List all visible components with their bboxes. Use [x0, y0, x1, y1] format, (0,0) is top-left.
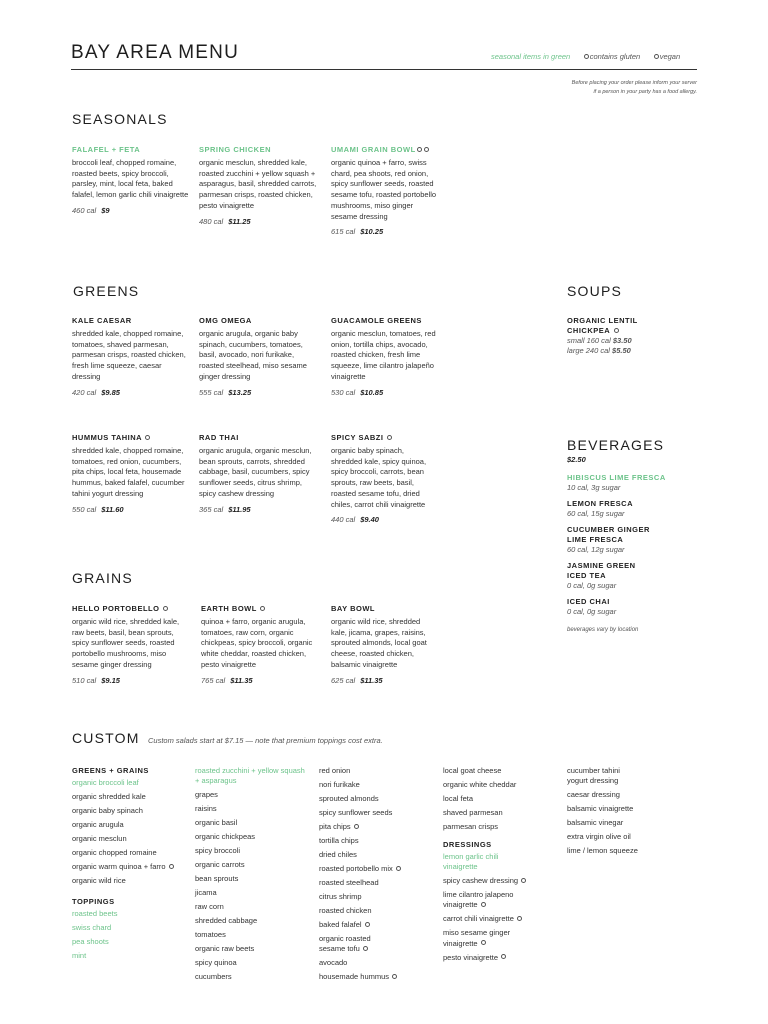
custom-greens-head: GREENS + GRAINS [72, 766, 149, 775]
item-price [199, 217, 317, 226]
item-cost: $11.35 [360, 675, 383, 685]
item-name-text: EARTH BOWL [201, 604, 257, 613]
menu-item [72, 145, 190, 215]
custom-ingredient-text: pesto vinaigrette [443, 952, 499, 962]
custom-ingredient: cucumber tahini yogurt dressing [567, 766, 620, 786]
vegan-icon [481, 902, 486, 907]
menu-item [331, 145, 437, 236]
custom-ingredient: organic wild rice [72, 876, 126, 885]
item-description: organic quinoa + farro, swiss chard, pea shoots, red onion, spicy sunflower seeds, roasted sesame tofu, roasted portobello mushrooms, miso ginger sesame dressing [331, 158, 437, 221]
menu-item [72, 433, 190, 514]
beverage-list [567, 473, 697, 635]
custom-ingredient: roasted zucchini + yellow squash + asparagus [195, 766, 305, 786]
custom-ingredient [443, 928, 543, 948]
legend-vegan: vegan [659, 52, 681, 61]
legend-seasonal: seasonal items in green [491, 52, 571, 61]
custom-ingredient: lime / lemon squeeze [567, 846, 638, 856]
menu-item [199, 316, 317, 397]
custom-ingredient: jicama [195, 888, 217, 898]
vegan-icon [517, 916, 522, 921]
custom-ingredient: red onion [319, 766, 351, 775]
item-cost: $11.25 [228, 216, 251, 226]
menu-title: BAY AREA MENU [71, 42, 240, 63]
item-name: BAY BOWL [331, 604, 376, 613]
beverage-name: HIBISCUS LIME FRESCA [567, 473, 666, 482]
custom-ingredient: roasted beets [72, 909, 118, 918]
custom-ingredient-text: housemade hummus [319, 972, 390, 982]
gluten-icon [365, 922, 370, 927]
header-rule [71, 69, 697, 70]
custom-column-2 [195, 766, 305, 986]
custom-ingredient: raw corn [195, 902, 224, 912]
item-name: GUACAMOLE GREENS [331, 316, 422, 325]
custom-ingredient: organic chickpeas [195, 832, 256, 842]
item-calories: 510 cal [72, 675, 97, 685]
section-seasonals-title: SEASONALS [72, 111, 168, 127]
item-name: KALE CAESAR [72, 316, 132, 325]
custom-ingredient-text: spicy cashew dressing [443, 876, 519, 886]
item-name [72, 433, 190, 443]
vegan-icon [363, 946, 368, 951]
menu-item [331, 604, 437, 685]
item-price [72, 388, 190, 397]
custom-toppings-head: TOPPINGS [72, 897, 115, 906]
soup-small-price: $3.50 [612, 336, 632, 345]
item-calories: 625 cal [331, 675, 356, 685]
item-name-text: HUMMUS TAHINA [72, 433, 142, 442]
item-price [72, 676, 190, 685]
custom-ingredient [319, 934, 394, 954]
custom-ingredient: tortilla chips [319, 836, 359, 845]
item-description: quinoa + farro, organic arugula, tomatoes, raw corn, organic chickpeas, spicy broccoli, organic white cheddar, roasted chicken, pesto vinaigrette [201, 617, 313, 669]
item-cost: $11.35 [230, 675, 253, 685]
item-price [331, 515, 437, 524]
gluten-icon [354, 824, 359, 829]
custom-ingredient [443, 914, 553, 924]
vegan-icon [481, 940, 486, 945]
gluten-icon [584, 54, 589, 59]
beverage-item [567, 561, 647, 591]
custom-ingredient: organic mesclun [72, 834, 127, 843]
item-cost: $10.85 [360, 387, 384, 397]
custom-ingredient: pea shoots [72, 937, 109, 946]
allergy-line: Before placing your order please inform your server [571, 80, 697, 86]
beverage-item [567, 499, 697, 519]
item-calories: 550 cal [72, 504, 97, 514]
menu-item [72, 316, 190, 397]
menu-item [331, 316, 437, 397]
item-cost: $11.95 [228, 504, 251, 514]
custom-ingredient: tomatoes [195, 930, 226, 940]
custom-ingredient: avocado [319, 958, 348, 968]
custom-ingredient: dried chiles [319, 850, 357, 859]
custom-ingredient: bean sprouts [195, 874, 239, 884]
legend [491, 52, 680, 61]
item-name [201, 604, 319, 614]
item-price [201, 676, 319, 685]
item-calories: 615 cal [331, 227, 356, 237]
menu-item [201, 604, 319, 685]
custom-ingredient: caesar dressing [567, 790, 620, 800]
custom-ingredient: local goat cheese [443, 766, 502, 775]
vegan-icon [424, 147, 429, 152]
custom-ingredient: raisins [195, 804, 217, 814]
custom-ingredient [72, 862, 190, 872]
beverage-info: 60 cal, 15g sugar [567, 509, 625, 518]
item-name [331, 433, 437, 443]
custom-ingredient [319, 822, 429, 832]
allergy-line: if a person in your party has a food allergy. [593, 89, 697, 95]
vegan-icon [145, 435, 150, 440]
gluten-icon [396, 866, 401, 871]
gluten-icon [260, 606, 265, 611]
item-description: broccoli leaf, chopped romaine, roasted beets, spicy broccoli, parsley, mint, local feta, baked falafel, lemon garlic chili vinaigrette [72, 158, 189, 200]
section-custom-title: CUSTOM [72, 730, 140, 746]
beverage-name: LEMON FRESCA [567, 499, 633, 508]
item-name [331, 145, 437, 155]
custom-ingredient: lemon garlic chili vinaigrette [443, 852, 499, 872]
vegan-icon [654, 54, 659, 59]
item-description: organic mesclun, shredded kale, roasted zucchini + yellow squash + asparagus, basil, shredded carrots, parmesan crisps, roasted chicken, pesto vinaigrette [199, 158, 317, 210]
custom-ingredient: swiss chard [72, 923, 112, 932]
custom-column-1 [72, 765, 190, 965]
custom-ingredient: parmesan crisps [443, 822, 499, 831]
item-calories: 765 cal [201, 675, 226, 685]
custom-ingredient [443, 890, 543, 910]
menu-item [72, 604, 190, 685]
beverage-item [567, 525, 667, 555]
item-calories: 365 cal [199, 504, 224, 514]
item-calories: 440 cal [331, 515, 356, 525]
menu-item [199, 145, 317, 226]
custom-ingredient-text: lime cilantro jalapeno vinaigrette [443, 890, 514, 910]
item-price [331, 676, 437, 685]
item-price [72, 206, 190, 215]
gluten-icon [169, 864, 174, 869]
beverage-note: beverages vary by location [567, 627, 639, 633]
item-calories: 555 cal [199, 387, 224, 397]
custom-ingredient: sprouted almonds [319, 794, 379, 803]
custom-column-4 [443, 766, 553, 967]
custom-ingredient: grapes [195, 790, 218, 800]
soup-name-text: CHICKPEA [567, 326, 610, 335]
item-price [199, 505, 317, 514]
item-cost: $9.85 [101, 387, 120, 397]
custom-column-5 [567, 766, 677, 860]
item-cost: $9.15 [101, 675, 120, 685]
gluten-icon [417, 147, 422, 152]
custom-ingredient: organic baby spinach [72, 806, 143, 815]
legend-gluten: contains gluten [589, 52, 641, 61]
custom-ingredient [443, 876, 553, 886]
custom-ingredient: balsamic vinaigrette [567, 804, 634, 814]
custom-note: Custom salads start at $7.15 — note that premium toppings cost extra. [148, 736, 383, 745]
custom-ingredient-text: roasted portobello mix [319, 864, 393, 873]
custom-ingredient-text: carrot chili vinaigrette [443, 914, 514, 924]
soup-small [567, 336, 697, 346]
soup-large-label: large 240 cal [567, 346, 610, 355]
custom-ingredient: local feta [443, 794, 474, 803]
custom-column-3 [319, 766, 429, 986]
vegan-icon [387, 435, 392, 440]
soup-large [567, 346, 697, 356]
item-calories: 480 cal [199, 216, 224, 226]
item-price [331, 227, 437, 236]
section-soups-title: SOUPS [567, 283, 623, 299]
custom-ingredient [443, 953, 553, 963]
custom-ingredient [319, 920, 429, 930]
allergy-notice [477, 79, 697, 97]
item-name-text: UMAMI GRAIN BOWL [331, 145, 416, 154]
custom-ingredient-text: organic warm quinoa + farro [72, 862, 166, 871]
custom-dressings-head: DRESSINGS [443, 840, 492, 849]
soup-name: ORGANIC LENTIL [567, 316, 638, 325]
custom-ingredient: organic arugula [72, 820, 124, 829]
custom-ingredient: extra virgin olive oil [567, 832, 631, 842]
item-cost: $10.25 [360, 227, 384, 237]
item-name: FALAFEL + FETA [72, 145, 141, 154]
custom-ingredient: nori furikake [319, 780, 360, 789]
custom-ingredient: roasted steelhead [319, 878, 379, 887]
custom-ingredient: citrus shrimp [319, 892, 362, 901]
custom-ingredient [319, 972, 429, 982]
beverage-item [567, 597, 697, 617]
soup-item [567, 316, 697, 356]
vegan-icon [163, 606, 168, 611]
beverage-name: JASMINE GREEN ICED TEA [567, 561, 636, 580]
item-description: shredded kale, chopped romaine, tomatoes, red onion, cucumbers, pita chips, local feta, housemade hummus, baked falafel, cucumber tahini yogurt dressing [72, 446, 185, 498]
beverage-item [567, 473, 697, 493]
custom-ingredient: organic chopped romaine [72, 848, 157, 857]
custom-ingredient: organic carrots [195, 860, 245, 870]
item-description: shredded kale, chopped romaine, tomatoes, shaved parmesan, parmesan crisps, roasted chicken, fresh lime squeeze, caesar dressing [72, 329, 186, 381]
item-name: OMG OMEGA [199, 316, 252, 325]
custom-ingredient: spicy sunflower seeds [319, 808, 393, 817]
custom-ingredient-text: miso sesame ginger vinaigrette [443, 928, 511, 948]
item-name [72, 604, 190, 614]
item-calories: 420 cal [72, 387, 97, 397]
item-price [72, 505, 190, 514]
item-cost: $9.40 [360, 515, 379, 525]
custom-ingredient: organic shredded kale [72, 792, 146, 801]
item-cost: $9 [101, 205, 110, 215]
custom-ingredient: mint [72, 951, 87, 960]
vegan-icon [614, 328, 619, 333]
custom-ingredient-text: baked falafel [319, 920, 362, 929]
item-name-text: HELLO PORTOBELLO [72, 604, 160, 613]
item-description: organic arugula, organic baby spinach, cucumbers, tomatoes, basil, avocado, nori furikake, roasted steelhead, miso sesame ginger dressing [199, 329, 307, 381]
soup-name [567, 326, 697, 336]
menu-item [331, 433, 437, 524]
beverage-name: CUCUMBER GINGER LIME FRESCA [567, 525, 650, 544]
custom-ingredient: spicy quinoa [195, 958, 237, 968]
item-description: organic arugula, organic mesclun, bean sprouts, carrots, shredded cabbage, basil, cucumbers, spicy sunflower seeds, citrus shrimp, spicy cashew dressing [199, 446, 312, 498]
item-description: organic wild rice, shredded kale, jicama, grapes, raisins, sprouted almonds, local goat cheese, roasted chicken, balsamic vinaigrette [331, 617, 427, 669]
custom-ingredient: organic white cheddar [443, 780, 517, 789]
item-description: organic wild rice, shredded kale, raw beets, basil, bean sprouts, spicy sunflower seeds, roasted portobello mushrooms, miso sesame ginger dressing [72, 617, 180, 669]
custom-ingredient: shredded cabbage [195, 916, 258, 926]
custom-ingredient: organic basil [195, 818, 238, 828]
custom-ingredient: spicy broccoli [195, 846, 241, 856]
vegan-icon [392, 974, 397, 979]
item-calories: 460 cal [72, 205, 97, 215]
beverage-name: ICED CHAI [567, 597, 610, 606]
section-beverages-title: BEVERAGES [567, 437, 665, 453]
custom-ingredient: cucumbers [195, 972, 232, 982]
soup-large-price: $5.50 [612, 346, 631, 355]
vegan-icon [501, 954, 506, 959]
soup-small-label: small 160 cal [567, 336, 611, 345]
vegan-icon [521, 878, 526, 883]
custom-ingredient: shaved parmesan [443, 808, 503, 817]
beverage-price: $2.50 [567, 455, 586, 464]
item-calories: 530 cal [331, 387, 356, 397]
item-cost: $11.60 [101, 504, 124, 514]
custom-ingredient: organic raw beets [195, 944, 255, 954]
item-cost: $13.25 [228, 387, 252, 397]
item-description: organic baby spinach, shredded kale, spicy quinoa, spicy broccoli, carrots, bean sprouts, raw beets, basil, roasted sesame tofu, dried chiles, carrot chili vinaigrette [331, 446, 427, 509]
custom-ingredient-text: organic roasted sesame tofu [319, 934, 371, 954]
custom-ingredient [319, 864, 429, 874]
section-greens-title: GREENS [73, 283, 140, 299]
item-price [331, 388, 437, 397]
beverage-info: 10 cal, 3g sugar [567, 483, 621, 492]
custom-ingredient: organic broccoli leaf [72, 778, 139, 787]
custom-ingredient-text: pita chips [319, 822, 351, 831]
item-name: SPRING CHICKEN [199, 145, 272, 154]
item-name: RAD THAI [199, 433, 239, 442]
beverage-info: 0 cal, 0g sugar [567, 581, 617, 590]
item-price [199, 388, 317, 397]
menu-item [199, 433, 317, 514]
section-grains-title: GRAINS [72, 570, 133, 586]
beverage-info: 0 cal, 0g sugar [567, 607, 617, 616]
item-name-text: SPICY SABZI [331, 433, 384, 442]
item-description: organic mesclun, tomatoes, red onion, tortilla chips, avocado, roasted chicken, fresh lime squeeze, lime cilantro jalapeño vinaigrette [331, 329, 436, 381]
custom-ingredient: balsamic vinegar [567, 818, 624, 828]
custom-ingredient: roasted chicken [319, 906, 372, 915]
beverage-info: 60 cal, 12g sugar [567, 545, 625, 554]
